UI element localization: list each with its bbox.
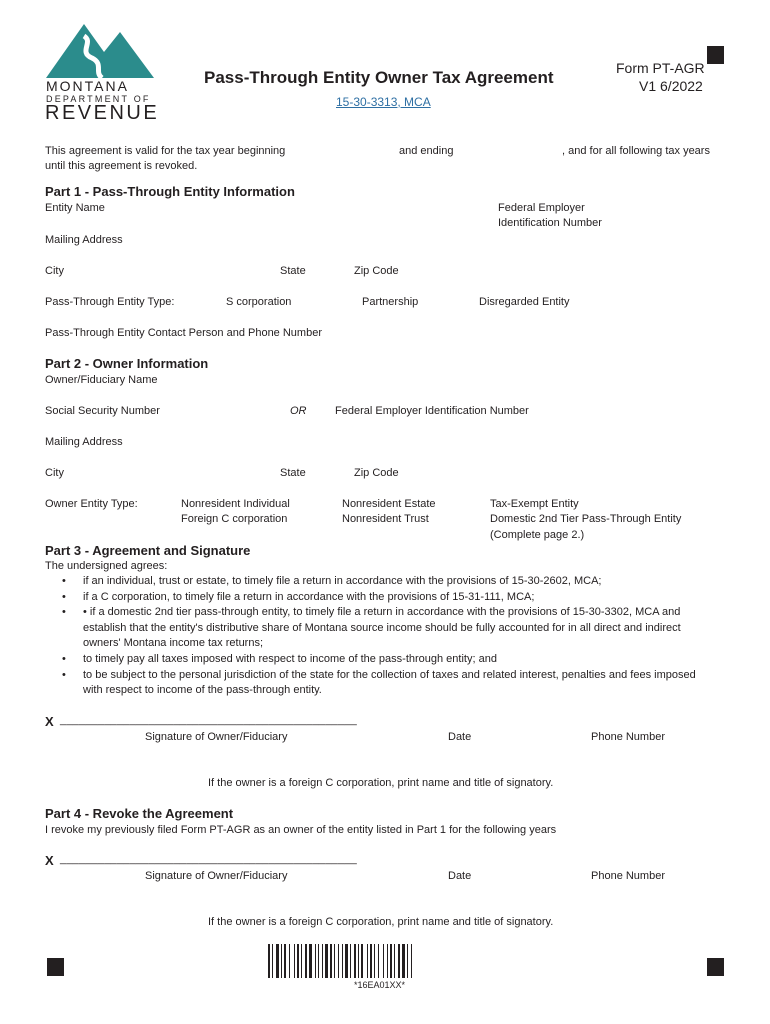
signature-label: Signature of Owner/Fiduciary: [145, 731, 288, 743]
part4-heading: Part 4 - Revoke the Agreement: [45, 806, 234, 821]
state-label: State: [280, 265, 306, 277]
registration-mark-bottom-right: [707, 958, 724, 976]
logo-department-text: DEPARTMENT OF: [46, 94, 151, 104]
agreement-bullet-4: to timely pay all taxes imposed with respect to income of the pass-through entity; and: [83, 653, 497, 665]
revoke-foreign-corp-note: If the owner is a foreign C corporation, print name and title of signatory.: [208, 916, 554, 928]
owner-type-nonresident-individual[interactable]: Nonresident Individual: [181, 498, 290, 510]
bullet-marker: •: [62, 575, 66, 587]
or-label: OR: [290, 405, 307, 417]
owner-type-nonresident-trust[interactable]: Nonresident Trust: [342, 513, 429, 525]
montana-dor-logo: [44, 22, 160, 124]
owner-type-domestic-2nd-tier[interactable]: Domestic 2nd Tier Pass-Through Entity: [490, 513, 682, 525]
entity-name-label: Entity Name: [45, 202, 105, 214]
part1-heading: Part 1 - Pass-Through Entity Information: [45, 184, 295, 199]
foreign-corp-note: If the owner is a foreign C corporation, print name and title of signatory.: [208, 777, 554, 789]
agreement-bullet-5-line2: with respect to income of the pass-through entity.: [83, 684, 322, 696]
agreement-bullet-3-line2: establish that the entity's distributive share of Montana source income should be fully accounted for in all direct and indirect: [83, 622, 681, 634]
agreement-bullet-3-line1: • if a domestic 2nd tier pass-through entity, to timely file a return in accordance with the provisions of 15-30-3302, MCA and: [83, 606, 681, 618]
bullet-marker: •: [62, 606, 66, 618]
zip-label: Zip Code: [354, 265, 399, 277]
logo-revenue-text: REVENUE: [45, 102, 160, 124]
revoke-signature-x-mark: X: [45, 853, 54, 868]
complete-page2-note: (Complete page 2.): [490, 529, 585, 541]
city-label: City: [45, 265, 64, 277]
intro-revoked-label: until this agreement is revoked.: [45, 160, 198, 172]
agreement-bullet-1: if an individual, trust or estate, to timely file a return in accordance with the provisions of 15-30-2602, MCA;: [83, 575, 602, 587]
form-title: Pass-Through Entity Owner Tax Agreement: [204, 68, 554, 87]
mailing-address-label: Mailing Address: [45, 234, 123, 246]
registration-mark-top-right: [707, 46, 724, 64]
barcode-icon: [268, 944, 500, 978]
signature-x-mark: X: [45, 714, 54, 729]
owner-type-tax-exempt[interactable]: Tax-Exempt Entity: [490, 498, 579, 510]
registration-mark-bottom-left: [47, 958, 64, 976]
contact-person-label: Pass-Through Entity Contact Person and Phone Number: [45, 327, 322, 339]
owner-type-nonresident-estate[interactable]: Nonresident Estate: [342, 498, 436, 510]
owner-fein-label: Federal Employer Identification Number: [335, 405, 529, 417]
owner-type-foreign-c-corp[interactable]: Foreign C corporation: [181, 513, 288, 525]
owner-mailing-address-label: Mailing Address: [45, 436, 123, 448]
date-label: Date: [448, 731, 472, 743]
revoke-text: I revoke my previously filed Form PT-AGR as an owner of the entity listed in Part 1 for the following years: [45, 824, 557, 836]
bullet-marker: •: [62, 669, 66, 681]
entity-type-label: Pass-Through Entity Type:: [45, 296, 175, 308]
form-id: Form PT-AGR: [616, 60, 705, 76]
agreement-bullet-5-line1: to be subject to the personal jurisdiction of the state for the collection of taxes and related interest, penalties and fees imposed: [83, 669, 696, 681]
owner-zip-label: Zip Code: [354, 467, 399, 479]
mca-citation-link[interactable]: 15-30-3313, MCA: [336, 95, 431, 109]
owner-state-label: State: [280, 467, 306, 479]
logo-montana-text: MONTANA: [46, 78, 129, 94]
barcode-text: *16EA01XX*: [354, 980, 406, 990]
ssn-label: Social Security Number: [45, 405, 160, 417]
entity-type-s-corporation[interactable]: S corporation: [226, 296, 292, 308]
agreement-bullet-3-line3: owners' Montana income tax returns;: [83, 637, 264, 649]
entity-type-disregarded[interactable]: Disregarded Entity: [479, 296, 570, 308]
part3-heading: Part 3 - Agreement and Signature: [45, 543, 251, 558]
signature-line[interactable]: _______________________________________________: [60, 714, 357, 726]
bullet-marker: •: [62, 591, 66, 603]
entity-type-partnership[interactable]: Partnership: [362, 296, 419, 308]
form-version: V1 6/2022: [639, 78, 703, 94]
revoke-phone-label: Phone Number: [591, 870, 665, 882]
mountain-logo-icon: [44, 22, 156, 80]
revoke-signature-line[interactable]: _______________________________________________: [60, 853, 357, 865]
owner-name-label: Owner/Fiduciary Name: [45, 374, 158, 386]
part2-heading: Part 2 - Owner Information: [45, 356, 209, 371]
fein-label-line2: Identification Number: [498, 217, 602, 229]
owner-city-label: City: [45, 467, 64, 479]
revoke-signature-label: Signature of Owner/Fiduciary: [145, 870, 288, 882]
phone-label: Phone Number: [591, 731, 665, 743]
fein-label-line1: Federal Employer: [498, 202, 585, 214]
revoke-date-label: Date: [448, 870, 472, 882]
agreement-bullet-2: if a C corporation, to timely file a return in accordance with the provisions of 15-31-111, MCA;: [83, 591, 535, 603]
agrees-label: The undersigned agrees:: [45, 560, 168, 572]
intro-begin-label: This agreement is valid for the tax year beginning: [45, 145, 286, 157]
bullet-marker: •: [62, 653, 66, 665]
intro-ending-label: and ending: [399, 145, 454, 157]
owner-entity-type-label: Owner Entity Type:: [45, 498, 138, 510]
intro-following-label: , and for all following tax years: [562, 145, 710, 157]
